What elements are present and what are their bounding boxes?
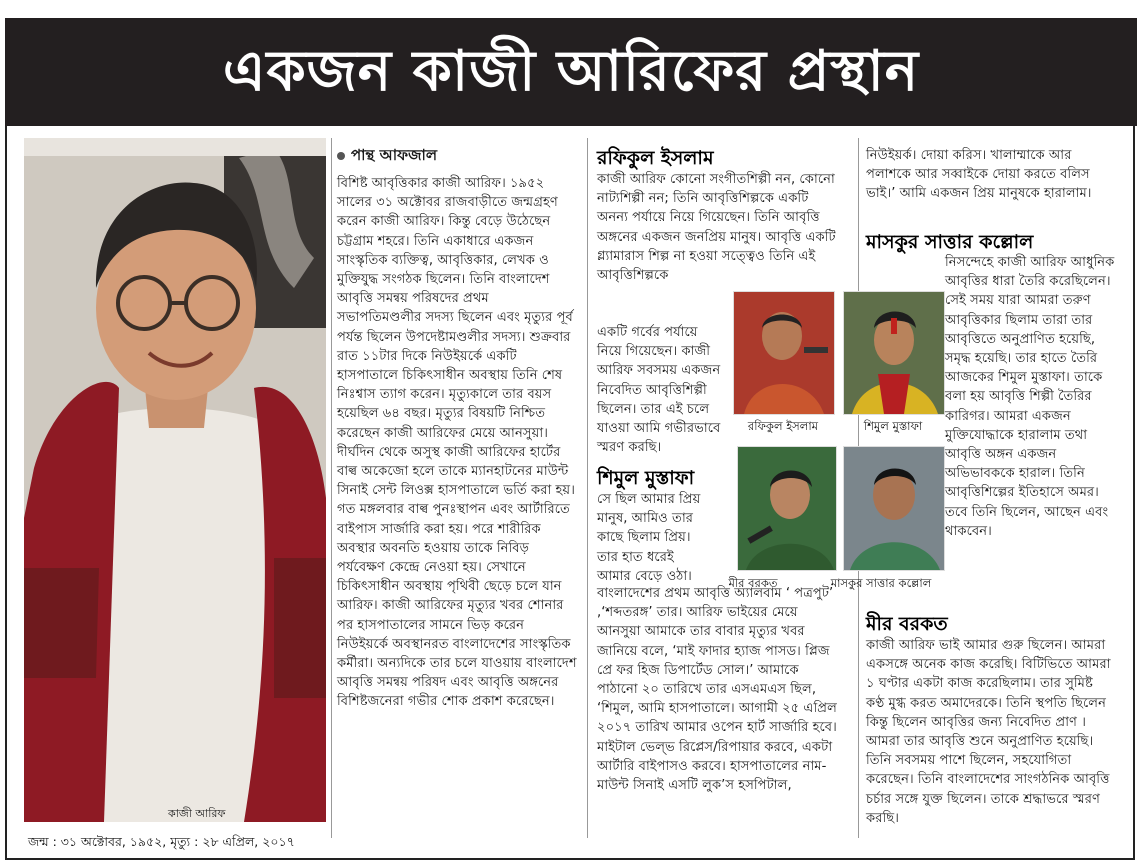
birth-death-dates: জন্ম : ৩১ অক্টোবর, ১৯৫২, মৃত্যু : ২৮ এপ্রিল, ২০১৭ [28, 834, 295, 849]
byline [337, 144, 437, 169]
caption-rafiqul: রফিকুল ইসলাম [747, 419, 819, 433]
shimul-text-a: সে ছিল আমার প্রিয় মানুষ, আমিও তার কাছে ছিলাম প্রিয়। তার হাত ধরেই আমার বেড়ে ওঠা। [597, 492, 701, 584]
section-title-masukur: মাসকুর সাত্তার কল্লোল [866, 231, 1034, 253]
photo-rafiqul-illustration [734, 292, 834, 414]
shimul-text-continued: নিউইয়র্ক। দোয়া করিস। খালাম্মাকে আর পলাশকে আর সব্বাইকে দোয়া করতে বলিস ভাই।’ আমি একজন প্রিয় মানুষকে হারালাম। [866, 148, 1092, 202]
portrait-photo [24, 138, 326, 822]
headline-bar [5, 18, 1137, 126]
photo-mir-illustration [738, 447, 836, 570]
caption-mir: মীর বরকত [728, 576, 778, 590]
photo-mir [737, 446, 837, 571]
byline-name: পান্থ আফজাল [351, 146, 438, 164]
headline-title: একজন কাজী আরিফের প্রস্থান [222, 39, 920, 104]
column-divider [331, 138, 332, 838]
shimul-text-b: বাংলাদেশের প্রথম আবৃত্তি অ্যালবাম ‘ পত্রপুট’ ,‘শব্দতরঙ্গ’ তার। আরিফ ভাইয়ের মেয়ে আনসুয়া আমাকে তার বাবার মৃত্যুর খবর জানিয়ে বলে, ‘মাই ফাদার হ্যাজ পাসড। প্লিজ প্রে ফর হিজ ডিপার্টেড সোল।’ আমাকে পাঠানো ২০ তারিখে তার এসএমএস ছিল, ‘শিমুল, আমি হাসপাতালে। আগামী ২৫ এপ্রিল ২০১৭ তারিখ আমার ওপেন হার্ট সার্জারি হবে। মাইটাল ভেল্ভ রিপ্লেস/রিপায়ার করবে, একটা আর্টারি বাইপাসও করবে। হাসপাতালের নাম- মাউন্ট সিনাই এসটি লুক’স হসপিটাল, [597, 586, 837, 794]
photo-rafiqul [733, 291, 835, 415]
caption-masukur: মাসকুর সাত্তার কল্লোল [830, 576, 932, 590]
portrait-caption: কাজী আরিফ [168, 807, 226, 820]
section-title-shimul: শিমুল মুস্তাফা [597, 467, 695, 489]
photo-shimul-illustration [844, 292, 944, 414]
rafiqul-text-b: একটি গর্বের পর্যায়ে নিয়ে গিয়েছেন। কাজী আরিফ সবসময় একজন নিবেদিত আবৃত্তিশিল্পী ছিলেন। তার এই চলে যাওয়া আমি গভীরভাবে স্মরণ করছি। [597, 325, 721, 456]
bullet-icon [337, 152, 345, 160]
mir-text: কাজী আরিফ ভাই আমার গুরু ছিলেন। আমরা একসঙ্গে অনেক কাজ করেছি। বিটিভিতে আমরা ১ ঘণ্টার একটা কাজ করেছিলাম। তার সুমিষ্ট কণ্ঠ মুগ্ধ করত অমাদেরকে। তিনি স্থপতি ছিলেন কিন্তু ছিলেন আবৃত্তির জন্য নিবেদিত প্রাণ । আমরা তার আবৃত্তি শুনে অনুপ্রাণিত হয়েছি। তিনি সবসময় পাশে ছিলেন, সহযোগিতা করেছেন। তিনি বাংলাদেশের সাংগঠনিক আবৃত্তি চর্চার সঙ্গে যুক্ত ছিলেন। তাকে শ্রদ্ধাভরে স্মরণ করছি। [866, 638, 1111, 826]
portrait-illustration [24, 138, 326, 822]
headline-banner [0, 0, 1143, 128]
main-story-text [337, 174, 577, 712]
section-title-mir: মীর বরকত [866, 613, 948, 635]
photo-shimul [843, 291, 945, 415]
masukur-text: নিসন্দেহে কাজী আরিফ আধুনিক আবৃত্তির ধারা তৈরি করেছিলেন। সেই সময় যারা আমরা তরুণ আবৃত্তিকার ছিলাম তারা তার আবৃত্তিতে অনুপ্রাণিত হয়েছি, সমৃদ্ধ হয়েছি। তার হাতে তৈরি আজকের শিমুল মুস্তাফা। তাকে বলা হয় আবৃত্তি শিল্পী তৈরির কারিগর। আমরা একজন মুক্তিযোদ্ধাকে হারালাম তথা আবৃত্তি অঙ্গন একজন অভিভাবককে হারাল। তিনি আবৃত্তিশিল্পের ইতিহাসে অমর। তবে তিনি ছিলেন, আছেন এবং থাকবেন। [945, 255, 1115, 539]
rafiqul-text-a: কাজী আরিফ কোনো সংগীতশিল্পী নন, কোনো নাট্যশিল্পী নন; তিনি আবৃত্তিশিল্পকে একটি অনন্য পর্যায়ে নিয়ে গিয়েছেন। তিনি আবৃত্তি অঙ্গনের একজন জনপ্রিয় মানুষ। আবৃত্তি একটি গ্ল্যামারাস শিল্প না হওয়া সত্ত্বেও তিনি এই আবৃত্তিশিল্পকে [597, 172, 836, 284]
column-divider [587, 138, 588, 838]
section-title-rafiqul: রফিকুল ইসলাম [597, 147, 714, 169]
caption-shimul: শিমুল মুস্তাফা [863, 419, 923, 433]
photo-masukur [843, 446, 945, 571]
main-story-paragraph: বিশিষ্ট আবৃত্তিকার কাজী আরিফ। ১৯৫২ সালের ৩১ অক্টোবর রাজবাড়ীতে জন্মগ্রহণ করেন কাজী আরিফ। কিন্তু বেড়ে উঠেছেন চট্টগ্রাম শহরে। তিনি একাধারে একজন সাংস্কৃতিক ব্যক্তিত্ব, আবৃত্তিকার, লেখক ও মুক্তিযুদ্ধ সংগঠক ছিলেন। তিনি বাংলাদেশ আবৃত্তি সমন্বয় পরিষদের প্রথম সভাপতিমণ্ডলীর সদস্য ছিলেন এবং মৃত্যুর পূর্ব পর্যন্ত ছিলেন উপদেষ্টামণ্ডলীর সদস্য। শুক্রবার রাত ১১টার দিকে নিউইয়র্কে একটি হাসপাতালে চিকিৎসাধীন অবস্থায় তিনি শেষ নিঃশ্বাস ত্যাগ করেন। মৃত্যুকালে তার বয়স হয়েছিল ৬৪ বছর। মৃত্যুর বিষয়টি নিশ্চিত করেছেন কাজী আরিফের মেয়ে আনসুয়া। দীর্ঘদিন থেকে অসুস্থ কাজী আরিফের হার্টের বাল্ব অকেজো হলে তাকে ম্যানহাটনের মাউন্ট সিনাই সেন্ট লিওক্স হাসপাতালে ভর্তি করা হয়। গত মঙ্গলবার বাল্ব পুনঃস্থাপন এবং আর্টারিতে বাইপাস সার্জারি করা হয়। পরে শারীরিক অবস্থার অবনতি হওয়ায় তাকে নিবিড় পর্যবেক্ষণ কেন্দ্রে নেওয়া হয়। সেখানে চিকিৎসাধীন অবস্থায় পৃথিবী ছেড়ে চলে যান আরিফ। কাজী আরিফের মৃত্যুর খবর শোনার পর হাসপাতালের সামনে ভিড় করেন নিউইয়র্কে অবস্থানরত বাংলাদেশের সাংস্কৃতিক কর্মীরা। অন্যদিকে তার চলে যাওয়ায় বাংলাদেশ আবৃত্তি সমন্বয় পরিষদ এবং আবৃত্তি অঙ্গনের বিশিষ্টজনেরা গভীর শোক প্রকাশ করেছেন। [337, 176, 577, 710]
photo-masukur-illustration [844, 447, 944, 570]
